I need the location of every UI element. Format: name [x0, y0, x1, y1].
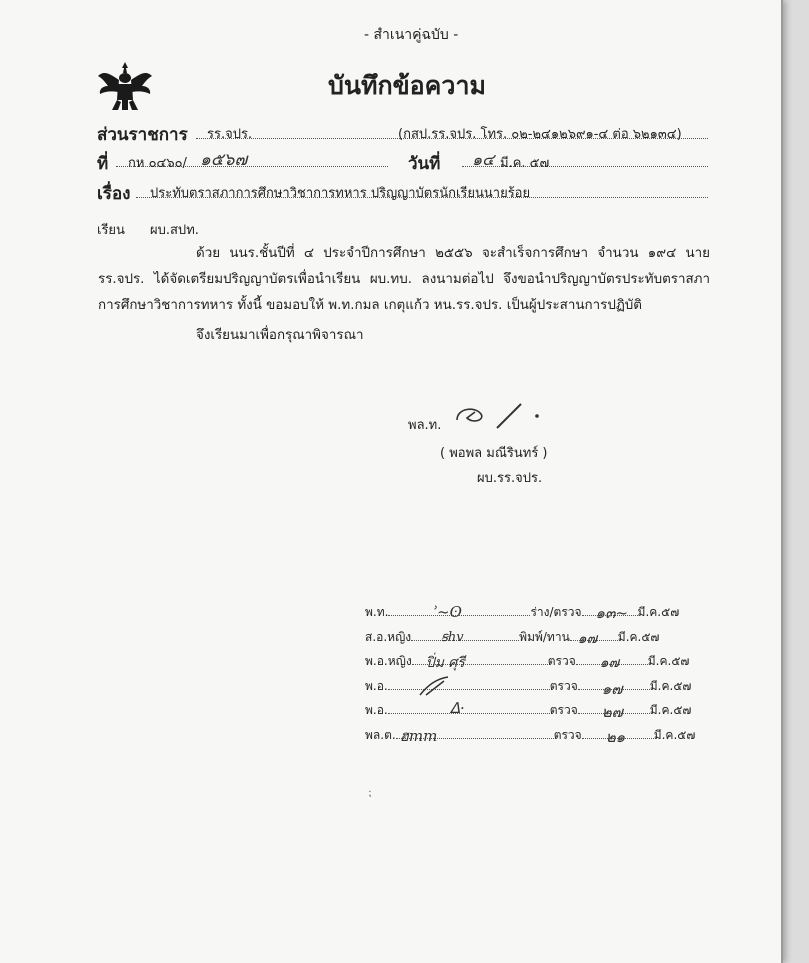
initial-mark-icon: ๑๓~: [595, 604, 628, 622]
initial-mark-icon: ฮmm: [399, 727, 438, 745]
signature-position: ผบ.รร.จปร.: [477, 471, 543, 486]
initial-mark-icon: ʾ~ʘ: [432, 603, 462, 621]
date-handwritten: ๑๔: [472, 150, 495, 169]
routing-date: มี.ค.๕๗: [649, 703, 692, 717]
routing-day-line: [576, 655, 648, 671]
body-paragraph-2: จึงเรียนมาเพื่อกรุณาพิจารณา: [196, 328, 364, 343]
routing-initial-line: [388, 699, 550, 717]
memo-title: บันทึกข้อความ: [328, 71, 486, 100]
date-label: วันที่: [408, 154, 441, 174]
ref-handwritten: ๑๕๖๗: [200, 150, 248, 170]
routing-row: [365, 628, 659, 647]
routing-initial-line: [411, 630, 519, 645]
routing-rank: พ.อ.: [365, 703, 388, 717]
signature-name: ( พอพล มณีรินทร์ ): [440, 446, 548, 461]
stray-mark: ⁏: [368, 788, 372, 799]
routing-rank: พ.ท.: [365, 605, 389, 619]
initial-mark-icon: ๑๗: [577, 631, 598, 647]
routing-day-line: [582, 604, 638, 622]
to-value: ผบ.สปท.: [150, 223, 199, 238]
routing-row: [365, 726, 695, 745]
initial-mark-icon: ๒๑: [605, 728, 626, 746]
initial-mark-icon: [418, 675, 458, 700]
routing-rank: พล.ต.: [365, 728, 396, 742]
initial-mark-icon: ปิ่ม ศุรี: [425, 655, 465, 671]
routing-date: มี.ค.๕๗: [617, 630, 660, 644]
routing-action: ตรวจ: [549, 703, 578, 717]
routing-date: มี.ค.๕๗: [637, 605, 680, 619]
routing-day-line: [582, 728, 654, 746]
date-dotline: [462, 166, 708, 167]
routing-action: ตรวจ: [547, 654, 576, 668]
date-value: มี.ค. ๕๗: [500, 156, 550, 171]
routing-date: มี.ค.๕๗: [653, 728, 696, 742]
routing-day-line: [570, 631, 618, 647]
routing-initial-line: [388, 689, 550, 690]
routing-initial-line: [396, 727, 554, 745]
routing-rank: ส.อ.หญิง: [365, 630, 412, 644]
ref-value: กห ๐๔๖๐/: [128, 156, 187, 171]
body-paragraph-1: ด้วย นนร.ชั้นปีที่ ๔ ประจำปีการศึกษา ๒๕๕๖ จะสำเร็จการศึกษา จำนวน ๑๙๔ นาย รร.จปร. ได้จัดเตรียมปริญญาบัตรเพื่อนำเรียน ผบ.ทบ. ลงนามต่อไป จึงขอนำปริญญาบัตรประทับตราสภาการศึกษาวิชาการทหาร ทั้งนี้ ขอมอบให้ พ.ท.กมล เกตุแก้ว หน.รร.จปร. เป็นผู้ประสานการปฏิบัติ: [98, 246, 710, 313]
ref-label: ที่: [97, 154, 109, 174]
garuda-emblem-icon: [96, 60, 154, 114]
routing-initial-line: [388, 603, 530, 621]
routing-row: [365, 603, 679, 622]
initial-mark-icon: ๑๗: [601, 680, 623, 698]
initial-mark-icon: ๒๗: [601, 703, 623, 721]
signature-rank: พล.ท.: [408, 418, 442, 433]
routing-rank: พ.อ.: [365, 679, 388, 693]
routing-action: ตรวจ: [553, 728, 582, 742]
routing-action: ร่าง/ตรวจ: [530, 605, 582, 619]
routing-initial-line: [412, 655, 548, 671]
routing-row: [365, 701, 691, 720]
routing-day-line: [578, 703, 650, 721]
agency-phone: (กสป.รร.จปร. โทร. ๐๒-๒๔๑๒๖๙๑-๔ ต่อ ๖๒๑๓๔): [398, 127, 682, 142]
routing-action: พิมพ์/ทาน: [519, 630, 570, 644]
routing-date: มี.ค.๕๗: [649, 679, 692, 693]
routing-row: [365, 677, 691, 696]
routing-action: ตรวจ: [549, 679, 578, 693]
initial-mark-icon: ๑๗: [599, 655, 620, 671]
routing-date: มี.ค.๕๗: [647, 654, 690, 668]
subject-value: ประทับตราสภาการศึกษาวิชาการทหาร ปริญญาบัตรนักเรียนนายร้อย: [150, 186, 531, 201]
routing-row: [365, 652, 689, 671]
copy-mark: - สำเนาคู่ฉบับ -: [364, 27, 459, 43]
initial-mark-icon: ᐃ·: [449, 699, 465, 717]
initial-mark-icon: ꞩhv: [441, 630, 464, 645]
routing-day-line: [578, 680, 650, 698]
signature-mark-icon: [455, 398, 555, 434]
to-label: เรียน: [97, 223, 125, 238]
agency-label: ส่วนราชการ: [97, 125, 188, 145]
agency-value: รร.จปร.: [207, 127, 253, 142]
routing-rank: พ.อ.หญิง: [365, 654, 412, 668]
subject-label: เรื่อง: [97, 184, 131, 204]
